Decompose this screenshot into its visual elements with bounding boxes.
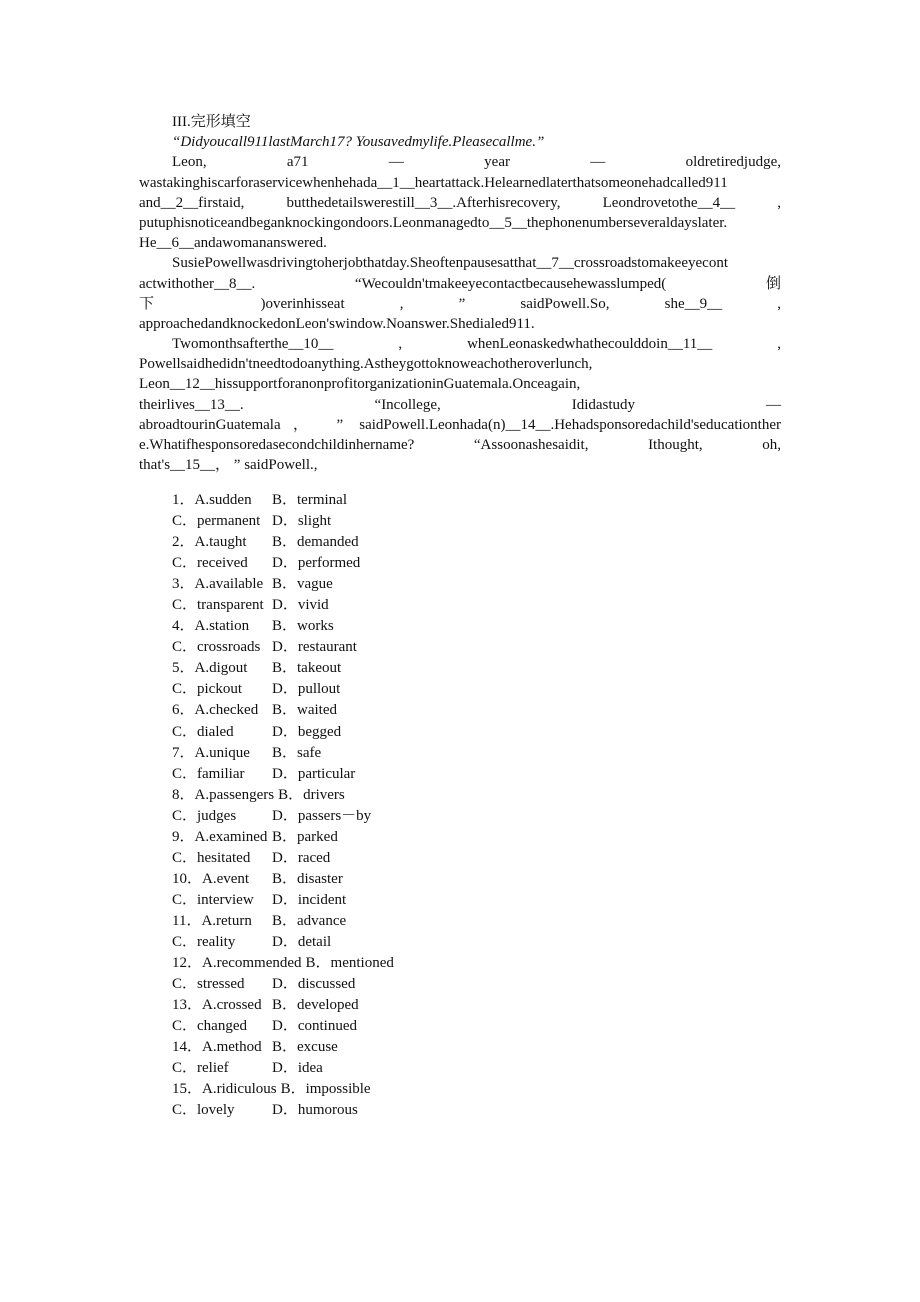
passage-line: 下 )overinhisseat , ” saidPowell.So, she__9__ , [139, 295, 781, 312]
option-row [172, 995, 394, 1016]
option-right: D．pullout [272, 681, 341, 698]
option-left: C．hesitated [172, 849, 251, 866]
option-row [172, 700, 394, 721]
passage-line: Leon__12__hissupportforanonprofitorganizationinGuatemala.Onceagain, [139, 376, 581, 393]
option-left: 7．A.unique [172, 744, 250, 761]
option-right: D．continued [272, 1018, 357, 1035]
passage-line: “Didyoucall911lastMarch17? Yousavedmylife.Pleasecallme.” [172, 134, 545, 151]
passage-line: Powellsaidhedidn'tneedtodoanything.Astheygottoknoweachotheroverlunch, [139, 356, 593, 373]
option-right: D．humorous [272, 1102, 358, 1119]
passage-line: actwithother__8__. “Wecouldn'tmakeeyecontactbecausehewasslumped( 倒 [139, 275, 781, 292]
passage-line: He__6__andawomananswered. [139, 235, 327, 252]
option-row [172, 869, 394, 890]
option-left: C．pickout [172, 681, 242, 698]
option-row [172, 932, 394, 953]
option-right: D．begged [272, 723, 342, 740]
option-left: 9．A.examined [172, 828, 268, 845]
option-right: D．detail [272, 933, 332, 950]
cloze-passage [139, 112, 781, 475]
passage-line: abroadtourinGuatemala， ” saidPowell.Leonhada(n)__14__.Hehadsponsoredachild'seducationther [139, 416, 781, 433]
option-row [172, 764, 394, 785]
option-right: B．disaster [272, 870, 343, 887]
option-left: 4．A.station [172, 618, 250, 635]
option-row [172, 953, 394, 974]
option-left: C．familiar [172, 765, 245, 782]
passage-line: SusiePowellwasdrivingtoherjobthatday.Sheoftenpausesatthat__7__crossroadstomakeeyecont [172, 255, 728, 272]
option-right: D．performed [272, 555, 361, 572]
option-left: C．transparent [172, 597, 264, 614]
option-right: D．particular [272, 765, 356, 782]
option-right: D．restaurant [272, 639, 357, 656]
option-row [172, 595, 394, 616]
option-row [172, 511, 394, 532]
option-row [172, 1058, 394, 1079]
option-left: C．received [172, 555, 248, 572]
option-row [172, 827, 394, 848]
option-row [172, 974, 394, 995]
passage-line: that's__15__， ” saidPowell., [139, 457, 318, 474]
option-right: B．demanded [272, 534, 359, 551]
option-row [172, 1016, 394, 1037]
option-row [172, 890, 394, 911]
option-left: 2．A.taught [172, 534, 247, 551]
option-left: C．reality [172, 933, 236, 950]
option-row [172, 1079, 394, 1100]
option-left: 14．A.method [172, 1039, 262, 1056]
passage-line: approachedandknockedonLeon'swindow.Noanswer.Shedialed911. [139, 315, 535, 332]
option-left: 15．A.ridiculous [172, 1081, 277, 1098]
option-right: D．incident [272, 891, 347, 908]
option-row [172, 911, 394, 932]
option-left: C．changed [172, 1018, 247, 1035]
passage-line: wastakinghiscarforaservicewhenhehada__1__heartattack.Helearnedlaterthatsomeonehadcalled911 [139, 174, 728, 191]
option-row [172, 743, 394, 764]
passage-line: Leon, a71 — year — oldretiredjudge, [172, 154, 781, 171]
option-right: D．slight [272, 513, 332, 530]
option-right: B．works [272, 618, 334, 635]
option-left: C．permanent [172, 513, 261, 530]
option-right: B．mentioned [305, 955, 394, 972]
option-right: D．passers－by [272, 807, 372, 824]
option-row [172, 532, 394, 553]
option-right: B．excuse [272, 1039, 338, 1056]
option-right: B．safe [272, 744, 322, 761]
option-right: B．takeout [272, 660, 342, 677]
option-row [172, 679, 394, 700]
option-left: 13．A.crossed [172, 997, 262, 1014]
option-right: B．vague [272, 576, 333, 593]
passage-line: e.Whatifhesponsoredasecondchildinhername? “Assoonashesaidit, Ithought, oh, [139, 437, 781, 453]
option-left: 10．A.event [172, 870, 250, 887]
option-left: 1．A.sudden [172, 492, 252, 508]
option-left: C．relief [172, 1060, 229, 1077]
option-row [172, 722, 394, 743]
option-row [172, 553, 394, 574]
option-right: D．raced [272, 849, 331, 866]
option-right: B．waited [272, 702, 337, 719]
option-left: 6．A.checked [172, 702, 259, 719]
option-right: D．vivid [272, 597, 329, 614]
passage-line: putuphisnoticeandbeganknockingondoors.Leonmanagedto__5__thephonenumberseveraldayslater. [139, 214, 728, 231]
option-row [172, 785, 394, 806]
option-row [172, 490, 394, 511]
passage-line: Twomonthsafterthe__10__ , whenLeonaskedwhathecoulddoin__11__ , [172, 336, 781, 353]
option-right: D．discussed [272, 976, 356, 993]
option-left: C．lovely [172, 1102, 235, 1119]
passage-line: theirlives__13__. “Incollege, Ididastudy — [139, 396, 781, 413]
option-right: B．developed [272, 997, 359, 1014]
option-left: C．crossroads [172, 639, 261, 656]
option-row [172, 1100, 394, 1121]
option-right: B．advance [272, 912, 347, 929]
option-row [172, 1037, 394, 1058]
answer-options [172, 490, 394, 1121]
passage-line: and__2__firstaid, butthedetailswerestill__3__.Afterhisrecovery, Leondrovetothe__4__ , [139, 194, 781, 211]
option-right: B．parked [272, 828, 338, 845]
option-row [172, 848, 394, 869]
option-left: 8．A.passengers [172, 786, 275, 803]
section-title: III.完形填空 [172, 114, 251, 130]
passage-lines [139, 132, 781, 475]
option-left: 12．A.recommended [172, 955, 302, 972]
option-left: C．judges [172, 807, 237, 824]
option-right: B．terminal [272, 492, 347, 508]
option-left: 11．A.return [172, 912, 252, 929]
option-row [172, 616, 394, 637]
option-row [172, 658, 394, 679]
option-right: B．drivers [278, 786, 345, 803]
option-row [172, 574, 394, 595]
option-right: D．idea [272, 1060, 323, 1077]
option-row [172, 637, 394, 658]
option-left: 5．A.digout [172, 660, 248, 677]
option-left: C．stressed [172, 976, 245, 993]
option-left: 3．A.available [172, 576, 264, 593]
option-row [172, 806, 394, 827]
option-left: C．dialed [172, 723, 234, 740]
option-left: C．interview [172, 891, 254, 908]
option-right: B．impossible [280, 1081, 371, 1098]
